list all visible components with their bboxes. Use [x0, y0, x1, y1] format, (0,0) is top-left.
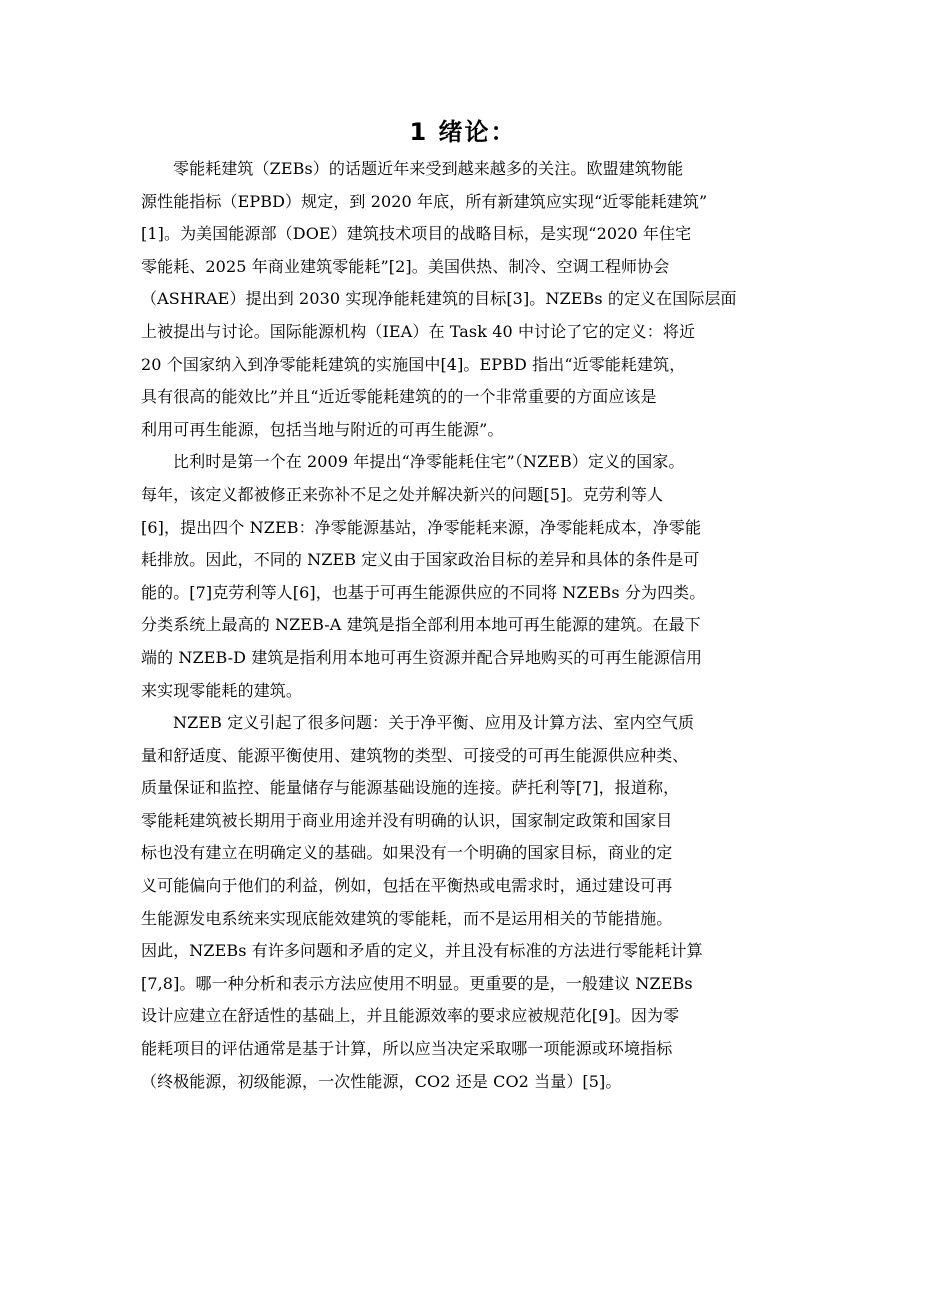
text-line: NZEB 定义引起了很多问题：关于净平衡、应用及计算方法、室内空气质: [173, 713, 695, 733]
body-text: [141, 153, 781, 1098]
text-line: 义可能偏向于他们的利益，例如，包括在平衡热或电需求时，通过建设可再: [141, 876, 673, 896]
text-line: 分类系统上最高的 NZEB-A 建筑是指全部利用本地可再生能源的建筑。在最下: [141, 615, 701, 635]
text-line: 比利时是第一个在 2009 年提出“净零能耗住宅”（NZEB）定义的国家。: [173, 452, 685, 472]
text-line: 来实现零能耗的建筑。: [141, 680, 303, 700]
text-line: 源性能指标（EPBD）规定，到 2020 年底，所有新建筑应实现“近零能耗建筑”: [141, 191, 708, 211]
text-line: 设计应建立在舒适性的基础上，并且能源效率的要求应被规范化[9]。因为零: [141, 1006, 680, 1026]
text-line: 能的。[7]克劳利等人[6]，也基于可再生能源供应的不同将 NZEBs 分为四类。: [141, 582, 706, 602]
text-line: 利用可再生能源，包括当地与附近的可再生能源”。: [141, 419, 504, 439]
section-heading: 1 绪论：: [409, 118, 517, 146]
text-line: 零能耗、2025 年商业建筑零能耗”[2]。美国供热、制冷、空调工程师协会: [141, 256, 670, 276]
paragraph-1: [141, 153, 781, 446]
text-line: 上被提出与讨论。国际能源机构（IEA）在 Task 40 中讨论了它的定义：将近: [141, 321, 696, 341]
text-line: 零能耗建筑被长期用于商业用途并没有明确的认识，国家制定政策和国家目: [141, 810, 673, 830]
text-line: （ASHRAE）提出到 2030 实现净能耗建筑的目标[3]。NZEBs 的定义在国际层面: [141, 289, 737, 309]
text-line: 质量保证和监控、能量储存与能源基础设施的连接。萨托利等[7]，报道称，: [141, 778, 680, 798]
text-line: 每年，该定义都被修正来弥补不足之处并解决新兴的问题[5]。克劳利等人: [141, 484, 664, 504]
text-line: 具有很高的能效比”并且“近近零能耗建筑的的一个非常重要的方面应该是: [141, 387, 657, 407]
text-line: （终极能源，初级能源，一次性能源，CO2 还是 CO2 当量）[5]。: [141, 1071, 622, 1091]
paragraph-2: [141, 446, 781, 707]
text-line: 因此，NZEBs 有许多问题和矛盾的定义，并且没有标准的方法进行零能耗计算: [141, 941, 703, 961]
text-line: [1]。为美国能源部（DOE）建筑技术项目的战略目标，是实现“2020 年住宅: [141, 224, 692, 244]
text-line: [6]，提出四个 NZEB：净零能源基站，净零能耗来源，净零能耗成本，净零能: [141, 517, 702, 537]
text-line: 量和舒适度、能源平衡使用、建筑物的类型、可接受的可再生能源供应种类、: [141, 745, 689, 765]
text-line: 标也没有建立在明确定义的基础。如果没有一个明确的国家目标，商业的定: [141, 843, 673, 863]
paragraph-3: [141, 707, 781, 1098]
text-line: 耗排放。因此，不同的 NZEB 定义由于国家政治目标的差异和具体的条件是可: [141, 550, 700, 570]
text-line: 零能耗建筑（ZEBs）的话题近年来受到越来越多的关注。欧盟建筑物能: [173, 159, 684, 178]
text-line: 能耗项目的评估通常是基于计算，所以应当决定采取哪一项能源或环境指标: [141, 1039, 673, 1059]
text-line: 20 个国家纳入到净零能耗建筑的实施国中[4]。EPBD 指出“近零能耗建筑，: [141, 354, 686, 374]
text-line: 端的 NZEB-D 建筑是指利用本地可再生资源并配合异地购买的可再生能源信用: [141, 647, 703, 667]
text-line: [7,8]。哪一种分析和表示方法应使用不明显。更重要的是，一般建议 NZEBs: [141, 973, 693, 993]
text-line: 生能源发电系统来实现底能效建筑的零能耗，而不是运用相关的节能措施。: [141, 908, 673, 928]
